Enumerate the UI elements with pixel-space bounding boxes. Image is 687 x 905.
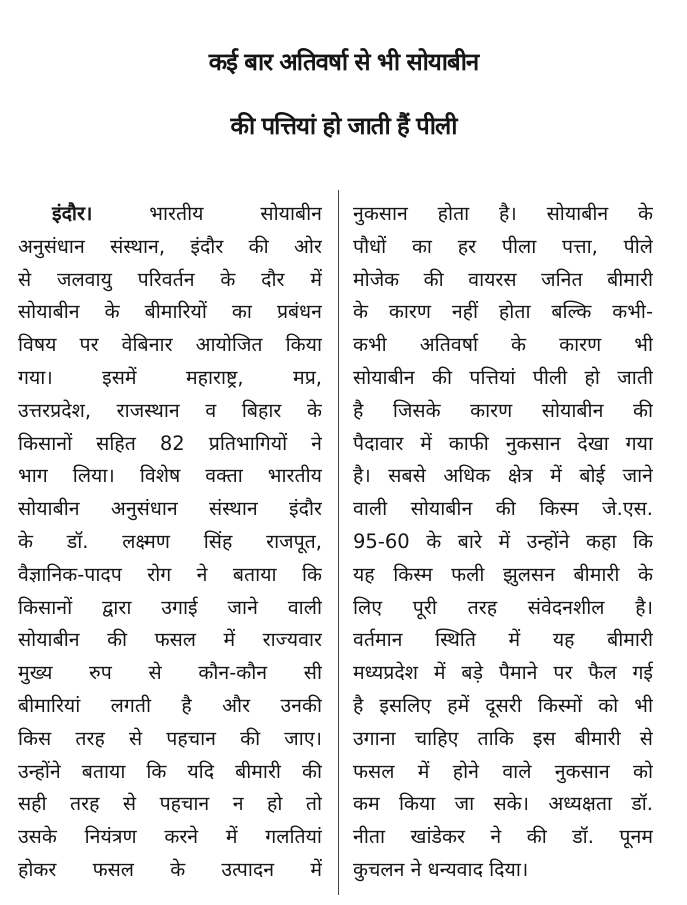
text-line: नुकसान होता है। सोयाबीन के: [353, 202, 653, 225]
text-line: नीता खांडेकर ने की डॉ. पूनम: [353, 825, 653, 849]
text-line: किसानों सहित 82 प्रतिभागियों ने: [18, 431, 322, 455]
text-line: किस तरह से पहचान की जाए।: [18, 726, 322, 750]
text-line: कभी अतिवर्षा के कारण भी: [353, 333, 653, 357]
text-line: भाग लिया। विशेष वक्ता भारतीय: [18, 464, 322, 488]
text-line: किसानों द्वारा उगाई जाने वाली: [18, 595, 322, 619]
text-line: से जलवायु परिवर्तन के दौर में: [18, 267, 322, 291]
text-line: मध्यप्रदेश में बड़े पैमाने पर फैल गई: [353, 661, 653, 685]
text-line: पौधों का हर पीला पत्ता, पीले: [353, 234, 653, 258]
text-line: होकर फसल के उत्पादन में: [18, 857, 322, 881]
text-line: वैज्ञानिक-पादप रोग ने बताया कि: [18, 562, 322, 586]
text-line: अनुसंधान संस्थान, इंदौर की ओर: [18, 234, 322, 258]
text-line: गया। इसमें महाराष्ट्र, मप्र,: [18, 365, 322, 389]
text-line: [18, 198, 322, 231]
text-line: विषय पर वेबिनार आयोजित किया: [18, 333, 322, 357]
text-line: है इसलिए हमें दूसरी किस्मों को भी: [353, 693, 653, 717]
text-line: सोयाबीन की पत्तियां पीली हो जाती: [353, 365, 653, 389]
text-line: उन्होंने बताया कि यदि बीमारी की: [18, 759, 322, 783]
text-line: 95-60 के बारे में उन्होंने कहा कि: [353, 529, 653, 553]
text-line: है। सबसे अधिक क्षेत्र में बोई जाने: [353, 464, 653, 488]
text-line: उगाना चाहिए ताकि इस बीमारी से: [353, 726, 653, 750]
text-line: यह किस्म फली झुलसन बीमारी के: [353, 562, 653, 586]
text-line: उसके नियंत्रण करने में गलतियां: [18, 825, 322, 849]
text-line: है जिसके कारण सोयाबीन की: [353, 398, 653, 422]
article-column-right: [353, 198, 653, 887]
article-column-left: [18, 198, 322, 887]
headline-line: कई बार अतिवर्षा से भी सोयाबीन: [208, 48, 479, 76]
text-line: उत्तरप्रदेश, राजस्थान व बिहार के: [18, 398, 322, 422]
text-line: सोयाबीन की फसल में राज्यवार: [18, 628, 322, 652]
column-divider: [338, 190, 339, 895]
text-line: के डॉ. लक्ष्मण सिंह राजपूत,: [18, 529, 322, 553]
text-line: वर्तमान स्थिति में यह बीमारी: [353, 628, 653, 652]
text-line: फसल में होने वाले नुकसान को: [353, 759, 653, 783]
text-line: के कारण नहीं होता बल्कि कभी-: [353, 300, 653, 324]
text-line: सोयाबीन के बीमारियों का प्रबंधन: [18, 300, 322, 324]
headline: [0, 30, 687, 158]
text-line: पैदावार में काफी नुकसान देखा गया: [353, 431, 653, 455]
text-line: सही तरह से पहचान न हो तो: [18, 792, 322, 816]
dateline: इंदौर।: [52, 202, 93, 225]
text-line: लिए पूरी तरह संवेदनशील है।: [353, 595, 653, 619]
headline-line: की पत्तियां हो जाती हैं पीली: [230, 112, 457, 140]
text-line: मोजेक की वायरस जनित बीमारी: [353, 267, 653, 291]
text-line: बीमारियां लगती है और उनकी: [18, 693, 322, 717]
text-line: सोयाबीन अनुसंधान संस्थान इंदौर: [18, 497, 322, 521]
text-line: मुख्य रुप से कौन-कौन सी: [18, 661, 322, 685]
text-line-content: भारतीय सोयाबीन: [149, 202, 322, 225]
text-line: कम किया जा सके। अध्यक्षता डॉ.: [353, 792, 653, 816]
text-line: कुचलन ने धन्यवाद दिया।: [353, 857, 529, 881]
text-line: वाली सोयाबीन की किस्म जे.एस.: [353, 497, 653, 521]
